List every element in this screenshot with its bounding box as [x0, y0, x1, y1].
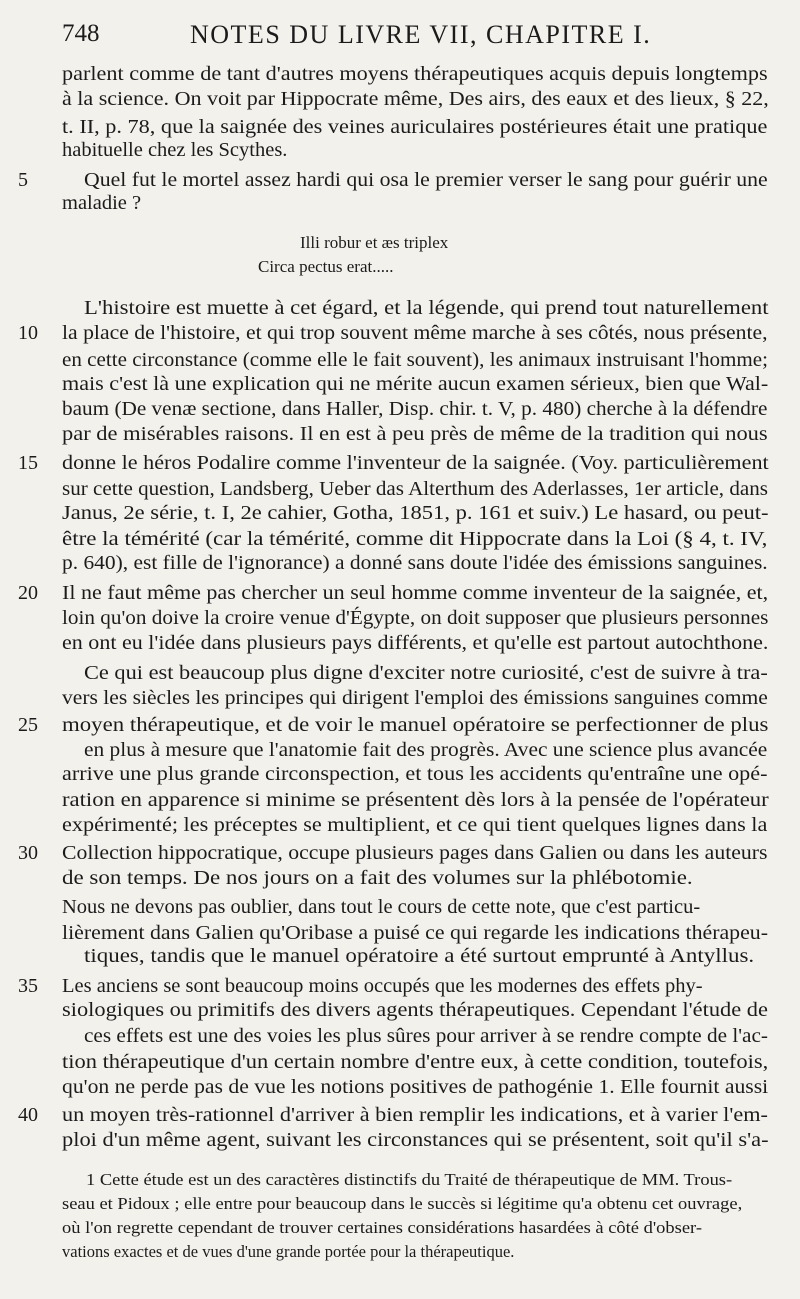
- text-line: sur cette question, Landsberg, Ueber das Alterthum des Aderlasses, 1er article, dans: [62, 478, 768, 500]
- text-line: Collection hippocratique, occupe plusieurs pages dans Galien ou dans les auteurs: [62, 842, 768, 864]
- text-line: donne le héros Podalire comme l'inventeur de la saignée. (Voy. particulièrement: [62, 452, 769, 474]
- line-number: 10: [18, 322, 38, 344]
- text-line: parlent comme de tant d'autres moyens thérapeutiques acquis depuis longtemps: [62, 63, 768, 85]
- text-line: vers les siècles les principes qui dirigent l'emploi des émissions sanguines comme: [62, 687, 768, 709]
- footnote-line: 1 Cette étude est un des caractères distinctifs du Traité de thérapeutique de MM. Trous-: [86, 1170, 733, 1189]
- text-line: Les anciens se sont beaucoup moins occupés que les modernes des effets phy-: [62, 975, 703, 997]
- text-line: t. II, p. 78, que la saignée des veines auriculaires postérieures était une pratique: [62, 116, 768, 138]
- text-line: en plus à mesure que l'anatomie fait des progrès. Avec une science plus avancée: [84, 739, 768, 761]
- text-line: ration en apparence si minime se présentent dès lors à la pensée de l'opérateur: [62, 789, 769, 811]
- verse-line: Illi robur et æs triplex: [300, 233, 449, 252]
- line-number: 5: [18, 169, 28, 191]
- text-line: tion thérapeutique d'un certain nombre d'entre eux, à cette condition, toutefois,: [62, 1051, 769, 1073]
- text-line: ces effets est une des voies les plus sûres pour arriver à se rendre compte de l'ac-: [84, 1025, 768, 1047]
- text-line: siologiques ou primitifs des divers agents thérapeutiques. Cependant l'étude de: [62, 999, 768, 1021]
- text-line: un moyen très-rationnel d'arriver à bien remplir les indications, et à varier l'em-: [62, 1104, 768, 1126]
- running-title: NOTES DU LIVRE VII, CHAPITRE I.: [190, 20, 652, 49]
- text-line: ploi d'un même agent, suivant les circonstances qui se présentent, soit qu'il s'a-: [62, 1129, 769, 1151]
- line-number: 35: [18, 975, 38, 997]
- text-line: Janus, 2e série, t. I, 2e cahier, Gotha, 1851, p. 161 et suiv.) Le hasard, ou peut-: [62, 502, 769, 524]
- text-line: qu'on ne perde pas de vue les notions positives de pathogénie 1. Elle fournit aussi: [62, 1076, 769, 1098]
- line-number: 20: [18, 582, 38, 604]
- text-line: loin qu'on doive la croire venue d'Égypte, on doit supposer que plusieurs personnes: [62, 607, 769, 629]
- text-line: lièrement dans Galien qu'Oribase a puisé ce qui regarde les indications thérapeu-: [62, 922, 769, 944]
- text-line: Nous ne devons pas oublier, dans tout le cours de cette note, que c'est particu-: [62, 896, 701, 918]
- text-line: Il ne faut même pas chercher un seul homme comme inventeur de la saignée, et,: [62, 582, 769, 604]
- text-line: Ce qui est beaucoup plus digne d'exciter notre curiosité, c'est de suivre à tra-: [84, 662, 768, 684]
- text-line: être la témérité (car la témérité, comme dit Hippocrate dans la Loi (§ 4, t. IV,: [62, 528, 768, 550]
- text-line: Quel fut le mortel assez hardi qui osa le premier verser le sang pour guérir une: [84, 169, 768, 191]
- footnote-line: où l'on regrette cependant de trouver certaines considérations hasardées à côté d'obser-: [62, 1218, 702, 1237]
- text-line: p. 640), est fille de l'ignorance) a donné sans doute l'idée des émissions sanguines.: [62, 552, 768, 574]
- text-line: baum (De venæ sectione, dans Haller, Disp. chir. t. V, p. 480) cherche à la défendre: [62, 398, 768, 420]
- text-line: maladie ?: [62, 192, 142, 214]
- line-number: 25: [18, 714, 38, 736]
- text-line: de son temps. De nos jours on a fait des volumes sur la phlébotomie.: [62, 867, 693, 889]
- footnote-line: vations exactes et de vues d'une grande portée pour la thérapeutique.: [62, 1242, 515, 1261]
- page-header: [40, 14, 760, 54]
- text-line: arrive une plus grande circonspection, et tous les accidents qu'entraîne une opé-: [62, 763, 768, 785]
- text-line: L'histoire est muette à cet égard, et la légende, qui prend tout naturellement: [84, 297, 769, 319]
- line-number: 15: [18, 452, 38, 474]
- text-line: à la science. On voit par Hippocrate même, Des airs, des eaux et des lieux, § 22,: [62, 88, 769, 110]
- text-line: habituelle chez les Scythes.: [62, 139, 288, 161]
- text-line: en ont eu l'idée dans plusieurs pays différents, et qu'elle est partout autochthone.: [62, 632, 769, 654]
- text-line: par de misérables raisons. Il en est à peu près de même de la tradition qui nous: [62, 423, 768, 445]
- text-line: mais c'est là une explication qui ne mérite aucun examen sérieux, bien que Wal-: [62, 373, 769, 395]
- text-line: tiques, tandis que le manuel opératoire a été surtout emprunté à Antyllus.: [84, 945, 755, 967]
- line-number: 30: [18, 842, 38, 864]
- text-line: expérimenté; les préceptes se multiplient, et ce qui tient quelques lignes dans la: [62, 814, 768, 836]
- verse-line: Circa pectus erat.....: [258, 257, 394, 276]
- line-number: 40: [18, 1104, 38, 1126]
- page-number: 748: [62, 20, 100, 47]
- text-line: en cette circonstance (comme elle le fait souvent), les animaux instruisant l'homme;: [62, 349, 769, 371]
- footnote-line: seau et Pidoux ; elle entre pour beaucoup dans le succès si légitime qu'a obtenu cet ouvrage,: [62, 1194, 743, 1213]
- text-line: moyen thérapeutique, et de voir le manuel opératoire se perfectionner de plus: [62, 714, 769, 736]
- text-line: la place de l'histoire, et qui trop souvent même marche à ses côtés, nous présente,: [62, 322, 768, 344]
